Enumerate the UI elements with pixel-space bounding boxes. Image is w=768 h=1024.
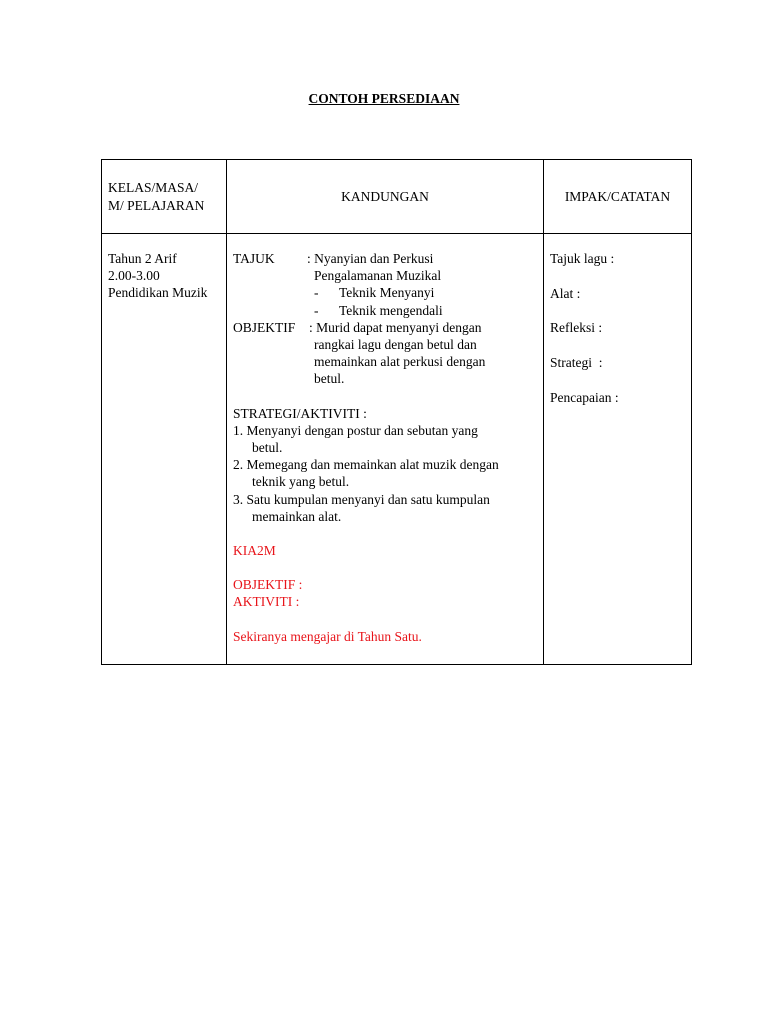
objektif-line3: memainkan alat perkusi dengan [314, 354, 486, 370]
table-row [102, 234, 692, 665]
kelas-cell [102, 234, 227, 665]
note-text: Sekiranya mengajar di Tahun Satu. [233, 628, 422, 644]
tajuk-sub: Pengalamanan Muzikal [314, 268, 442, 284]
tajuk-row [233, 250, 537, 267]
objektif-row [233, 319, 537, 336]
step-2-line2: teknik yang betul. [252, 474, 350, 490]
dash-bullet: - [314, 285, 319, 301]
header-impak-cell: IMPAK/CATATAN [544, 160, 692, 234]
spacer [550, 302, 685, 320]
spacer [233, 611, 537, 628]
tajuk-label: TAJUK [233, 251, 275, 266]
spacer [550, 371, 685, 389]
spacer [233, 559, 537, 576]
kelas-line3: Pendidikan Muzik [108, 285, 208, 301]
objektif-label: OBJEKTIF [233, 319, 296, 335]
step-1-line2: betul. [252, 440, 283, 456]
dash-bullet: - [314, 302, 319, 318]
step-1-line1: 1. Menyanyi dengan postur dan sebutan yang [233, 422, 478, 438]
step-3-line2: memainkan alat. [252, 508, 342, 524]
impak-strategi: Strategi : [550, 355, 603, 371]
page-title: CONTOH PERSEDIAAN [308, 91, 460, 106]
teknik-item-2-text: Teknik mengendali [339, 302, 443, 318]
header-kelas-cell [102, 160, 227, 234]
table-header-row [102, 160, 692, 234]
tajuk-value: : Nyanyian dan Perkusi [307, 251, 434, 266]
impak-refleksi: Refleksi : [550, 320, 603, 336]
objektif-line2: rangkai lagu dengan betul dan [314, 337, 477, 353]
kia-objektif: OBJEKTIF : [233, 577, 303, 593]
header-kelas-line2: M/ PELAJARAN [108, 197, 205, 213]
impak-cell [544, 234, 692, 665]
kelas-line2: 2.00-3.00 [108, 268, 160, 284]
kia2m-label: KIA2M [233, 543, 276, 559]
lesson-plan-table [101, 159, 692, 665]
strategi-heading: STRATEGI/AKTIVITI : [233, 405, 367, 421]
teknik-item-2 [233, 302, 537, 319]
step-2-line1: 2. Memegang dan memainkan alat muzik dengan [233, 457, 499, 473]
teknik-item-1 [233, 284, 537, 301]
kandungan-cell [227, 234, 544, 665]
spacer [233, 525, 537, 542]
spacer [233, 388, 537, 405]
impak-alat: Alat : [550, 285, 581, 301]
impak-pencapaian: Pencapaian : [550, 389, 619, 405]
spacer [550, 337, 685, 355]
impak-tajuk-lagu: Tajuk lagu : [550, 251, 615, 266]
step-3-line1: 3. Satu kumpulan menyanyi dan satu kumpulan [233, 491, 490, 507]
header-kelas-line1: KELAS/MASA/ [108, 180, 199, 196]
objektif-line1: : Murid dapat menyanyi dengan [309, 319, 482, 335]
spacer [550, 267, 685, 285]
kelas-line1: Tahun 2 Arif [108, 251, 177, 266]
header-kandungan-cell: KANDUNGAN [227, 160, 544, 234]
teknik-item-1-text: Teknik Menyanyi [339, 285, 435, 301]
kia-aktiviti: AKTIVITI : [233, 594, 300, 610]
objektif-line4: betul. [314, 371, 345, 387]
